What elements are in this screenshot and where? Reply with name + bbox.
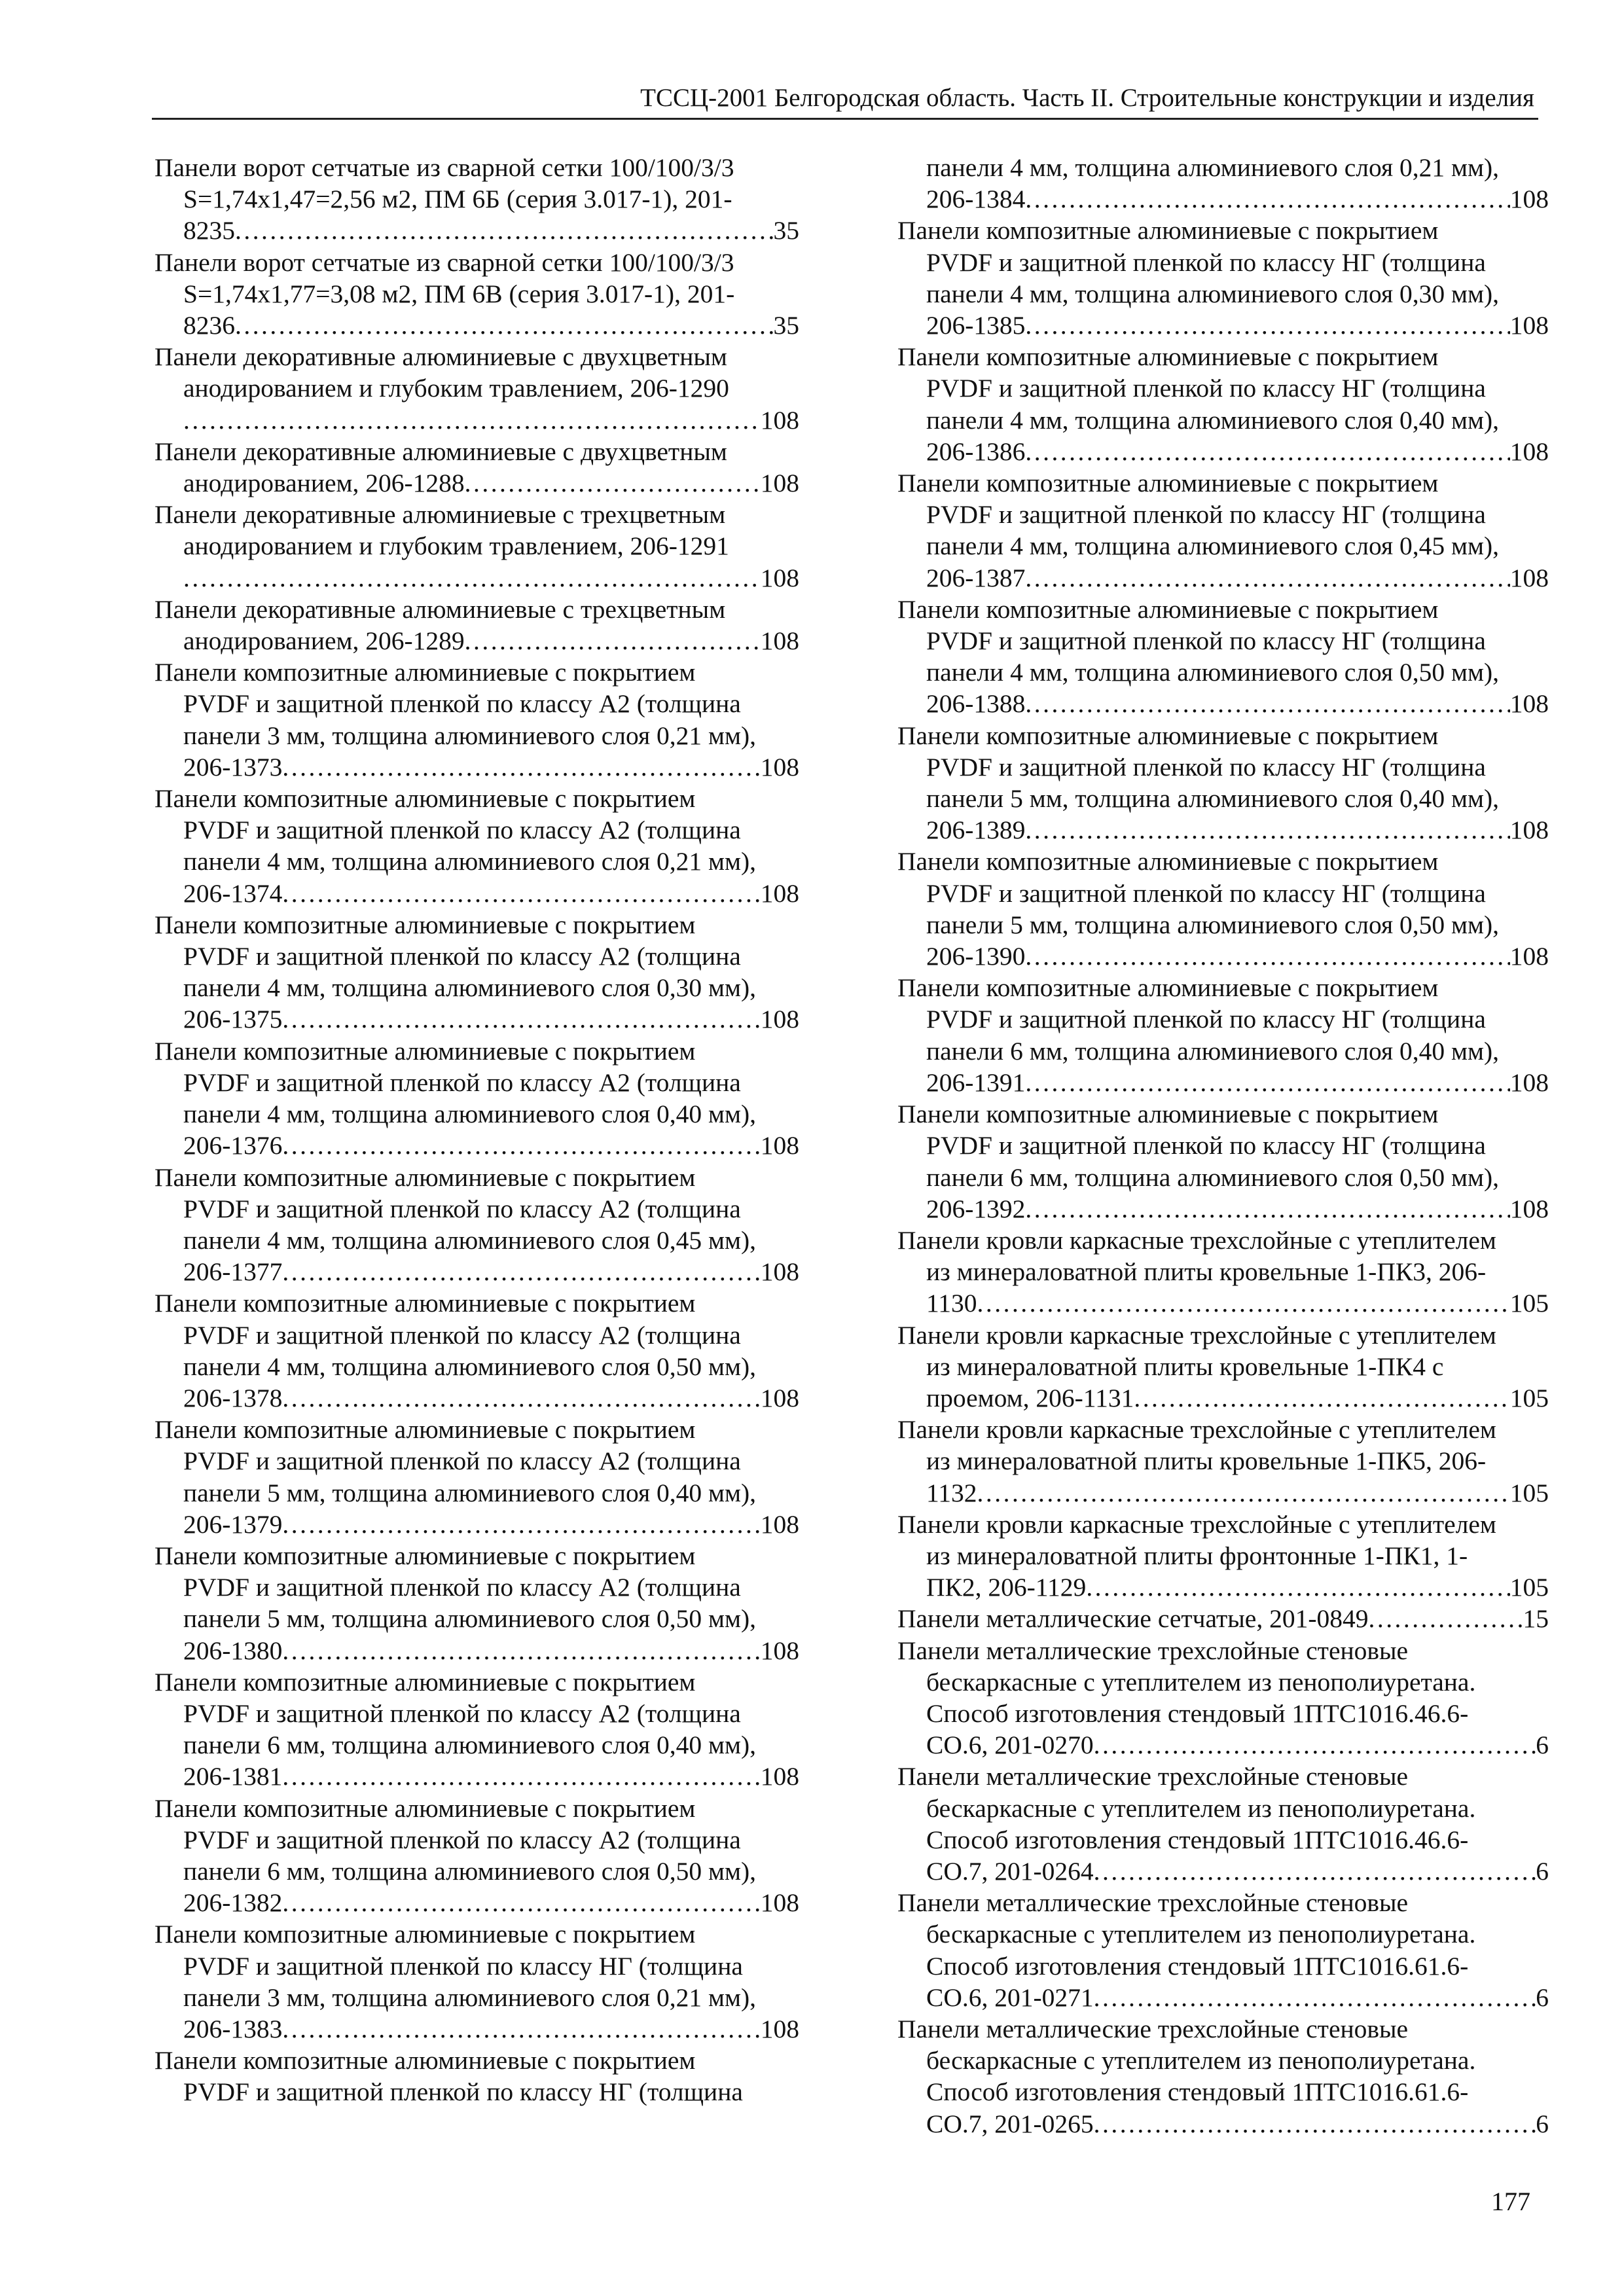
- index-entry: [897, 215, 1549, 341]
- index-column-right: [897, 152, 1549, 2140]
- entry-code: 206-1382: [183, 1888, 283, 1918]
- dot-leader: [1025, 941, 1509, 972]
- entry-code: СО.6, 201-0270: [926, 1731, 1094, 1760]
- entry-page-ref: 108: [1509, 437, 1549, 466]
- entry-last-line: [154, 1761, 799, 1792]
- entry-text-line: PVDF и защитной пленкой по классу А2 (толщина: [183, 816, 741, 845]
- dot-leader: [1094, 1982, 1536, 2013]
- dot-leader: [1025, 310, 1509, 341]
- entry-heading: Панели композитные алюминиевые с покрытием: [154, 1920, 696, 1949]
- entry-text-line: панели 4 мм, толщина алюминиевого слоя 0,45 мм),: [926, 531, 1500, 561]
- entry-last-line: [154, 751, 799, 783]
- entry-page-ref: 108: [760, 1005, 799, 1034]
- entry-heading: Панели композитные алюминиевые с покрытием: [897, 216, 1439, 245]
- entry-text-line: PVDF и защитной пленкой по классу А2 (толщина: [183, 1698, 741, 1728]
- entry-heading: Панели композитные алюминиевые с покрытием: [154, 1162, 696, 1192]
- entry-last-line: [154, 2013, 799, 2045]
- entry-page-ref: 6: [1536, 1731, 1549, 1760]
- entry-page-ref: 15: [1523, 1604, 1549, 1634]
- entry-text-line: панели 3 мм, толщина алюминиевого слоя 0,21 мм),: [183, 721, 757, 750]
- entry-page-ref: 108: [1509, 185, 1549, 214]
- entry-page-ref: 108: [760, 1509, 799, 1539]
- entry-heading: Панели кровли каркасные трехслойные с утеплителем: [897, 1509, 1496, 1539]
- entry-code: СО.7, 201-0265: [926, 2109, 1094, 2138]
- entry-last-line: [897, 1067, 1549, 1098]
- dot-leader: [1094, 1729, 1536, 1761]
- entry-text-line: из минераловатной плиты кровельные 1-ПК4 с: [926, 1352, 1444, 1381]
- index-entry: [154, 1287, 799, 1414]
- entry-code: 8235: [183, 216, 235, 245]
- entry-last-line: [154, 1003, 799, 1035]
- entry-page-ref: 108: [1509, 1067, 1549, 1097]
- entry-heading: Панели композитные алюминиевые с покрытием: [154, 1036, 696, 1066]
- entry-code: 206-1385: [926, 311, 1026, 340]
- entry-heading: Панели композитные алюминиевые с покрытием: [154, 1793, 696, 1823]
- entry-heading: Панели композитные алюминиевые с покрытием: [154, 784, 696, 814]
- entry-text-line: PVDF и защитной пленкой по классу А2 (толщина: [183, 1194, 741, 1223]
- entry-last-line: [897, 562, 1549, 594]
- entry-text-line: из минераловатной плиты фронтонные 1-ПК1, 1-: [926, 1541, 1468, 1570]
- index-entry: [897, 972, 1549, 1098]
- entry-page-ref: 6: [1536, 2109, 1549, 2138]
- entry-code: 206-1389: [926, 816, 1026, 845]
- entry-last-line: [897, 436, 1549, 467]
- entry-text-line: S=1,74х1,47=2,56 м2, ПМ 6Б (серия 3.017-1), 201-: [183, 185, 732, 214]
- entry-page-ref: 108: [760, 1888, 799, 1918]
- entry-heading: Панели композитные алюминиевые с покрытием: [154, 2046, 696, 2075]
- entry-heading: Панели композитные алюминиевые с покрытием: [897, 973, 1439, 1003]
- index-entry: [154, 1666, 799, 1793]
- index-entry: [897, 846, 1549, 972]
- entry-code: 206-1376: [183, 1131, 283, 1160]
- entry-code: СО.7, 201-0264: [926, 1856, 1094, 1886]
- entry-heading: Панели композитные алюминиевые с покрытием: [897, 721, 1439, 750]
- header-title: ТССЦ-2001 Белгородская область. Часть II. Строительные конструкции и изделия: [640, 84, 1534, 112]
- dot-leader: [977, 1477, 1510, 1509]
- dot-leader: [1025, 436, 1509, 467]
- entry-text-line: панели 4 мм, толщина алюминиевого слоя 0,40 мм),: [183, 1100, 757, 1129]
- entry-text-line: PVDF и защитной пленкой по классу НГ (толщина: [926, 1131, 1486, 1160]
- dot-leader: [282, 2013, 760, 2045]
- entry-page-ref: 108: [760, 752, 799, 781]
- index-entry: [154, 436, 799, 499]
- dot-leader: [282, 1382, 760, 1414]
- entry-heading: Панели металлические трехслойные стеновые: [897, 1636, 1409, 1665]
- dot-leader: [1025, 562, 1509, 594]
- dot-leader: [1369, 1603, 1523, 1634]
- entry-code: анодированием, 206-1288: [183, 469, 465, 498]
- entry-last-line: [154, 1382, 799, 1414]
- entry-text-line: PVDF и защитной пленкой по классу А2 (толщина: [183, 1825, 741, 1854]
- entry-last-line: [154, 404, 799, 436]
- entry-text-line: S=1,74х1,77=3,08 м2, ПМ 6В (серия 3.017-1), 201-: [183, 279, 735, 308]
- entry-text-line: панели 6 мм, толщина алюминиевого слоя 0,40 мм),: [183, 1731, 757, 1760]
- entry-text-line: PVDF и защитной пленкой по классу НГ (толщина: [926, 752, 1486, 781]
- entry-text-line: панели 3 мм, толщина алюминиевого слоя 0,21 мм),: [183, 1982, 757, 2012]
- entry-text-line: Способ изготовления стендовый 1ПТС1016.61.6-: [926, 1951, 1469, 1981]
- entry-text-line: PVDF и защитной пленкой по классу НГ (толщина: [926, 374, 1486, 403]
- entry-page-ref: 105: [1509, 1573, 1549, 1602]
- entry-heading: Панели кровли каркасные трехслойные с утеплителем: [897, 1320, 1496, 1350]
- entry-heading: Панели декоративные алюминиевые с трехцветным: [154, 500, 726, 529]
- entry-code: СО.6, 201-0271: [926, 1982, 1094, 2012]
- index-entry: [154, 152, 799, 247]
- index-entry: [897, 1761, 1549, 1887]
- entry-page-ref: 108: [760, 2014, 799, 2043]
- dot-leader: [282, 751, 760, 783]
- entry-text-line: PVDF и защитной пленкой по классу НГ (толщина: [183, 1951, 743, 1981]
- entry-text-line: PVDF и защитной пленкой по классу НГ (толщина: [926, 500, 1486, 529]
- entry-page-ref: 105: [1509, 1478, 1549, 1507]
- entry-code: 206-1392: [926, 1194, 1026, 1223]
- index-entry: [897, 1319, 1549, 1414]
- entry-code: 206-1373: [183, 752, 283, 781]
- entry-last-line: [897, 1603, 1549, 1634]
- entry-page-ref: 108: [760, 469, 799, 498]
- index-entry: [154, 1162, 799, 1288]
- running-header: [152, 84, 1538, 120]
- entry-code: 206-1388: [926, 689, 1026, 719]
- index-entry: [154, 1540, 799, 1666]
- index-entry: [897, 1887, 1549, 2013]
- entry-last-line: [897, 1729, 1549, 1761]
- dot-leader: [282, 1635, 760, 1666]
- dot-leader: [465, 625, 761, 656]
- entry-text-line: панели 6 мм, толщина алюминиевого слоя 0,50 мм),: [926, 1162, 1500, 1192]
- entry-page-ref: 108: [760, 405, 799, 435]
- entry-last-line: [154, 1635, 799, 1666]
- index-entry: [154, 341, 799, 436]
- index-entry: [897, 1414, 1549, 1509]
- entry-code: 206-1386: [926, 437, 1026, 466]
- entry-heading: Панели композитные алюминиевые с покрытием: [154, 1541, 696, 1570]
- entry-text-line: панели 4 мм, толщина алюминиевого слоя 0,50 мм),: [926, 658, 1500, 687]
- entry-last-line: [897, 310, 1549, 341]
- entry-last-line: [154, 1256, 799, 1287]
- entry-text-line: панели 6 мм, толщина алюминиевого слоя 0,40 мм),: [926, 1036, 1500, 1066]
- index-entry: [154, 1793, 799, 1919]
- index-entry: [897, 2013, 1549, 2140]
- entry-text-line: PVDF и защитной пленкой по классу НГ (толщина: [926, 626, 1486, 656]
- entry-text-line: PVDF и защитной пленкой по классу НГ (толщина: [926, 1005, 1486, 1034]
- entry-last-line: [154, 1887, 799, 1918]
- entry-text-line: панели 6 мм, толщина алюминиевого слоя 0,50 мм),: [183, 1856, 757, 1886]
- index-entry: [897, 1603, 1549, 1634]
- index-entry: [154, 1414, 799, 1540]
- entry-text-line: PVDF и защитной пленкой по классу А2 (толщина: [183, 1320, 741, 1350]
- entry-code: 206-1380: [183, 1636, 283, 1665]
- entry-text-line: Способ изготовления стендовый 1ПТС1016.46.6-: [926, 1825, 1469, 1854]
- entry-heading: Панели металлические трехслойные стеновые: [897, 1762, 1409, 1791]
- index-entry: [154, 499, 799, 594]
- entry-code: 206-1387: [926, 563, 1026, 592]
- entry-heading: Панели декоративные алюминиевые с двухцветным: [154, 437, 727, 466]
- entry-code: 206-1384: [926, 185, 1026, 214]
- entry-text-line: панели 5 мм, толщина алюминиевого слоя 0,50 мм),: [183, 1604, 757, 1634]
- dot-leader: [977, 1287, 1510, 1319]
- entry-page-ref: 35: [773, 216, 799, 245]
- entry-text-line: PVDF и защитной пленкой по классу НГ (толщина: [926, 247, 1486, 277]
- entry-code: 206-1378: [183, 1383, 283, 1412]
- dot-leader: [1025, 1067, 1509, 1098]
- entry-text-line: панели 4 мм, толщина алюминиевого слоя 0,30 мм),: [183, 973, 757, 1003]
- entry-last-line: [154, 562, 799, 594]
- entry-last-line: [154, 1509, 799, 1540]
- index-entry: [154, 2045, 799, 2108]
- index-entry: [154, 1035, 799, 1162]
- entry-last-line: [897, 688, 1549, 719]
- index-entry: [897, 1635, 1549, 1761]
- entry-text-line: панели 4 мм, толщина алюминиевого слоя 0,21 мм),: [926, 153, 1500, 182]
- entry-heading: Панели кровли каркасные трехслойные с утеплителем: [897, 1415, 1496, 1444]
- index-entry: [154, 247, 799, 342]
- entry-code: проемом, 206-1131: [926, 1383, 1134, 1412]
- entry-last-line: [897, 1571, 1549, 1603]
- entry-page-ref: 108: [760, 563, 799, 592]
- dot-leader: [183, 404, 761, 436]
- index-entry: [897, 152, 1549, 215]
- entry-text-line: PVDF и защитной пленкой по классу НГ (толщина: [926, 878, 1486, 908]
- entry-code: 1130: [926, 1289, 977, 1318]
- entry-page-ref: 108: [1509, 942, 1549, 971]
- entry-page-ref: 105: [1509, 1289, 1549, 1318]
- index-entry: [154, 1918, 799, 2045]
- dot-leader: [235, 215, 774, 246]
- entry-code: 206-1377: [183, 1257, 283, 1287]
- entry-last-line: [897, 941, 1549, 972]
- index-entry: [897, 1098, 1549, 1225]
- index-entry: [897, 594, 1549, 720]
- dot-leader: [282, 878, 760, 909]
- entry-text-line: Способ изготовления стендовый 1ПТС1016.61.6-: [926, 2077, 1469, 2107]
- entry-text-line: панели 4 мм, толщина алюминиевого слоя 0,45 мм),: [183, 1225, 757, 1255]
- entry-text-line: PVDF и защитной пленкой по классу НГ (толщина: [183, 2077, 743, 2107]
- entry-last-line: [897, 814, 1549, 846]
- entry-page-ref: 108: [760, 878, 799, 908]
- entry-text-line: бескаркасные с утеплителем из пенополиуретана.: [926, 2046, 1476, 2075]
- dot-leader: [282, 1003, 760, 1035]
- dot-leader: [1025, 688, 1509, 719]
- entry-last-line: [897, 183, 1549, 215]
- entry-heading: Панели ворот сетчатые из сварной сетки 100/100/3/3: [154, 153, 734, 182]
- index-column-left: [154, 152, 799, 2108]
- entry-heading: Панели металлические трехслойные стеновые: [897, 1888, 1409, 1918]
- entry-text-line: панели 4 мм, толщина алюминиевого слоя 0,30 мм),: [926, 279, 1500, 308]
- dot-leader: [1094, 2108, 1536, 2140]
- index-entry: [154, 909, 799, 1035]
- entry-page-ref: 108: [1509, 1194, 1549, 1223]
- index-entry: [154, 656, 799, 783]
- entry-page-ref: 108: [1509, 563, 1549, 592]
- entry-page-ref: 6: [1536, 1856, 1549, 1886]
- dot-leader: [183, 562, 761, 594]
- index-entry: [897, 1509, 1549, 1604]
- entry-code: 206-1375: [183, 1005, 283, 1034]
- entry-text-line: бескаркасные с утеплителем из пенополиуретана.: [926, 1793, 1476, 1823]
- entry-heading: Панели декоративные алюминиевые с двухцветным: [154, 342, 727, 372]
- entry-text-line: бескаркасные с утеплителем из пенополиуретана.: [926, 1920, 1476, 1949]
- entry-text-line: PVDF и защитной пленкой по классу А2 (толщина: [183, 689, 741, 719]
- entry-page-ref: 108: [760, 1131, 799, 1160]
- entry-code: анодированием, 206-1289: [183, 626, 465, 656]
- entry-text-line: панели 4 мм, толщина алюминиевого слоя 0,50 мм),: [183, 1352, 757, 1381]
- entry-last-line: [154, 310, 799, 341]
- index-entry: [154, 783, 799, 909]
- entry-text-line: PVDF и защитной пленкой по классу А2 (толщина: [183, 1446, 741, 1476]
- index-entry: [897, 467, 1549, 594]
- entry-text-line: PVDF и защитной пленкой по классу А2 (толщина: [183, 1067, 741, 1097]
- entry-text-line: панели 5 мм, толщина алюминиевого слоя 0,40 мм),: [183, 1478, 757, 1507]
- entry-heading: Панели композитные алюминиевые с покрытием: [897, 1100, 1439, 1129]
- dot-leader: [235, 310, 774, 341]
- entry-page-ref: 108: [760, 1636, 799, 1665]
- dot-leader: [282, 1256, 760, 1287]
- entry-page-ref: 108: [1509, 311, 1549, 340]
- entry-code: Панели металлические сетчатые, 201-0849: [897, 1604, 1369, 1634]
- entry-heading: Панели композитные алюминиевые с покрытием: [154, 1415, 696, 1444]
- entry-heading: Панели ворот сетчатые из сварной сетки 100/100/3/3: [154, 247, 734, 277]
- index-entry: [154, 594, 799, 656]
- entry-heading: Панели композитные алюминиевые с покрытием: [154, 1667, 696, 1696]
- entry-last-line: [897, 1193, 1549, 1225]
- dot-leader: [465, 467, 761, 499]
- entry-text-line: Способ изготовления стендовый 1ПТС1016.46.6-: [926, 1698, 1469, 1728]
- entry-last-line: [154, 625, 799, 656]
- entry-code: 206-1391: [926, 1067, 1026, 1097]
- entry-text-line: панели 5 мм, толщина алюминиевого слоя 0,50 мм),: [926, 910, 1500, 939]
- entry-text-line: панели 5 мм, толщина алюминиевого слоя 0,40 мм),: [926, 784, 1500, 814]
- entry-heading: Панели кровли каркасные трехслойные с утеплителем: [897, 1225, 1496, 1255]
- entry-code: 206-1374: [183, 878, 283, 908]
- entry-last-line: [897, 1856, 1549, 1887]
- dot-leader: [282, 1509, 760, 1540]
- entry-code: ПК2, 206-1129: [926, 1573, 1087, 1602]
- entry-last-line: [154, 215, 799, 246]
- entry-last-line: [897, 1287, 1549, 1319]
- entry-page-ref: 108: [760, 626, 799, 656]
- entry-code: 206-1379: [183, 1509, 283, 1539]
- dot-leader: [1134, 1382, 1509, 1414]
- entry-page-ref: 108: [1509, 816, 1549, 845]
- entry-text-line: из минераловатной плиты кровельные 1-ПК5, 206-: [926, 1446, 1487, 1476]
- entry-code: 1132: [926, 1478, 977, 1507]
- entry-page-ref: 105: [1509, 1383, 1549, 1412]
- entry-heading: Панели композитные алюминиевые с покрытием: [897, 594, 1439, 624]
- entry-heading: Панели композитные алюминиевые с покрытием: [154, 910, 696, 939]
- index-entry: [897, 720, 1549, 846]
- entry-heading: Панели декоративные алюминиевые с трехцветным: [154, 594, 726, 624]
- dot-leader: [1025, 183, 1509, 215]
- entry-last-line: [897, 1477, 1549, 1509]
- entry-page-ref: 108: [760, 1257, 799, 1287]
- entry-heading: Панели композитные алюминиевые с покрытием: [897, 847, 1439, 876]
- entry-text-line: панели 4 мм, толщина алюминиевого слоя 0,40 мм),: [926, 405, 1500, 435]
- entry-last-line: [897, 1982, 1549, 2013]
- entry-page-ref: 108: [1509, 689, 1549, 719]
- index-entry: [897, 341, 1549, 467]
- dot-leader: [282, 1761, 760, 1792]
- entry-last-line: [897, 1382, 1549, 1414]
- entry-code: 8236: [183, 311, 235, 340]
- entry-heading: Панели композитные алюминиевые с покрытием: [154, 658, 696, 687]
- dot-leader: [1025, 1193, 1509, 1225]
- entry-page-ref: 108: [760, 1762, 799, 1791]
- entry-code: 206-1381: [183, 1762, 283, 1791]
- entry-text-line: PVDF и защитной пленкой по классу А2 (толщина: [183, 1573, 741, 1602]
- index-entry: [897, 1225, 1549, 1319]
- entry-code: 206-1383: [183, 2014, 283, 2043]
- page-number: 177: [1491, 2187, 1530, 2216]
- entry-text-line: анодированием и глубоким травлением, 206-1290: [183, 374, 729, 403]
- entry-page-ref: 108: [760, 1383, 799, 1412]
- entry-text-line: PVDF и защитной пленкой по классу А2 (толщина: [183, 942, 741, 971]
- entry-last-line: [154, 1130, 799, 1161]
- dot-leader: [282, 1887, 760, 1918]
- entry-text-line: из минераловатной плиты кровельные 1-ПК3, 206-: [926, 1257, 1487, 1287]
- entry-heading: Панели композитные алюминиевые с покрытием: [897, 342, 1439, 372]
- dot-leader: [1086, 1571, 1509, 1603]
- entry-page-ref: 6: [1536, 1982, 1549, 2012]
- dot-leader: [282, 1130, 760, 1161]
- dot-leader: [1094, 1856, 1536, 1887]
- entry-heading: Панели металлические трехслойные стеновые: [897, 2014, 1409, 2043]
- entry-code: 206-1390: [926, 942, 1026, 971]
- entry-heading: Панели композитные алюминиевые с покрытием: [154, 1289, 696, 1318]
- entry-last-line: [897, 2108, 1549, 2140]
- entry-page-ref: 35: [773, 311, 799, 340]
- dot-leader: [1025, 814, 1509, 846]
- entry-text-line: панели 4 мм, толщина алюминиевого слоя 0,21 мм),: [183, 847, 757, 876]
- entry-last-line: [154, 878, 799, 909]
- entry-last-line: [154, 467, 799, 499]
- entry-text-line: бескаркасные с утеплителем из пенополиуретана.: [926, 1667, 1476, 1696]
- entry-text-line: анодированием и глубоким травлением, 206-1291: [183, 531, 729, 561]
- entry-heading: Панели композитные алюминиевые с покрытием: [897, 469, 1439, 498]
